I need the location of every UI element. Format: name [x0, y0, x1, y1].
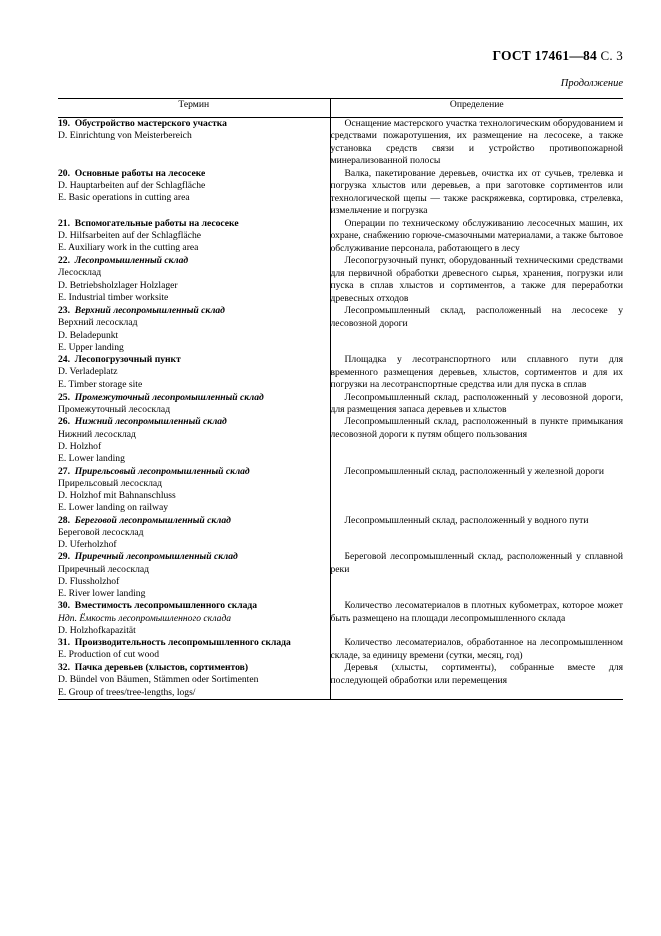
term-lang: D. Betriebsholzlager Holzlager [58, 279, 178, 291]
definition-text: Валка, пакетирование деревьев, очистка их от сучьев, трелевка и погрузка хлыстов или деревьев, а при заготовке сортиментов или технологической щепы — также раскряжевка, сортировка, стрелевка, измельчение и погрузка [330, 167, 623, 217]
terms-table [58, 98, 623, 699]
table-row [58, 416, 623, 465]
table-row [58, 168, 623, 218]
table-row [58, 515, 623, 552]
term-title: Вместимость лесопромышленного склада [74, 600, 258, 612]
table-row [58, 392, 623, 417]
definition-text: Береговой лесопромышленный склад, расположенный у сплавной реки [330, 551, 623, 575]
entry-number: 21. [58, 217, 70, 229]
page-header [493, 48, 623, 64]
table-body [58, 118, 623, 699]
term-lang: E. Upper landing [58, 341, 124, 353]
entry-number: 27. [58, 465, 70, 477]
table-row [58, 600, 623, 637]
term-synonym: Приречный лесосклад [58, 563, 150, 575]
definition-text: Деревья (хлысты, сортименты), собранные вместе для последующей обработки или перемещения [330, 662, 623, 686]
term-title: Промежуточный лесопромышленный склад [74, 391, 264, 403]
term-lang: D. Uferholzhof [58, 539, 117, 551]
definition-cell [330, 551, 623, 600]
table-row [58, 551, 623, 600]
term-cell [58, 118, 330, 168]
table-row [58, 255, 623, 305]
table-row [58, 118, 623, 168]
definition-cell [330, 392, 623, 417]
term-lang: E. Basic operations in cutting area [58, 192, 190, 204]
definition-cell [330, 600, 623, 637]
term-lang: E. River lower landing [58, 588, 146, 600]
definition-cell [330, 354, 623, 391]
definition-text: Количество лесоматериалов в плотных кубометрах, которое может быть размещено на площади лесопромышленного склада [330, 600, 623, 624]
table-bottom-rule [58, 699, 623, 700]
term-title: Производительность лесопромышленного склада [74, 637, 291, 649]
term-lang: E. Auxiliary work in the cutting area [58, 242, 199, 254]
definition-cell [330, 218, 623, 255]
term-title: Приречный лесопромышленный склад [74, 551, 238, 563]
definition-text: Лесопогрузочный пункт, оборудованный техническими средствами для первичной обработки древесного сырья, хранения, погрузки или пуска в сплав хлыстов и сортиментов, а также для переработки древесных отходов [330, 255, 623, 304]
definition-cell [330, 466, 623, 515]
term-cell [58, 466, 330, 515]
term-cell [58, 305, 330, 354]
entry-number: 28. [58, 514, 70, 526]
table-header-row [58, 99, 623, 118]
table-row [58, 637, 623, 662]
term-lang: D. Holzhof mit Bahnanschluss [58, 490, 176, 502]
term-lang: D. Holzhof [58, 440, 102, 452]
term-cell [58, 600, 330, 637]
term-lang: E. Group of trees/tree-lengths, logs/ [58, 686, 196, 698]
term-lang: E. Lower landing [58, 453, 125, 465]
term-title: Пачка деревьев (хлыстов, сортиментов) [74, 662, 249, 674]
term-title: Обустройство мастерского участка [74, 118, 227, 129]
definition-text: Оснащение мастерского участка технологическим оборудованием и средствами пожаротушения, их размещение на лесосеке, а также установка средств связи и устройство противопожарной минерализованной полосы [330, 118, 623, 167]
term-lang: D. Holzhofkapazität [58, 624, 136, 636]
term-title: Лесопогрузочный пункт [74, 354, 181, 366]
entry-number: 30. [58, 600, 70, 612]
term-lang: D. Beladepunkt [58, 329, 119, 341]
term-lang: D. Bündel von Bäumen, Stämmen oder Sortimenten [58, 674, 259, 686]
column-header-term: Термин [58, 99, 330, 118]
entry-number: 24. [58, 354, 70, 366]
term-cell [58, 551, 330, 600]
definition-cell [330, 168, 623, 218]
table-row [58, 305, 623, 354]
term-lang: E. Production of cut wood [58, 649, 159, 661]
entry-number: 19. [58, 118, 70, 129]
term-cell [58, 637, 330, 662]
term-cell [58, 255, 330, 305]
entry-number: 31. [58, 637, 70, 649]
definition-text: Лесопромышленный склад, расположенный у железной дороги [344, 465, 605, 477]
entry-number: 23. [58, 305, 70, 317]
term-cell [58, 662, 330, 699]
entry-number: 22. [58, 255, 70, 267]
term-title: Верхний лесопромышленный склад [74, 305, 225, 317]
standard-number: ГОСТ 17461—84 [492, 48, 597, 63]
term-title: Вспомогательные работы на лесосеке [74, 217, 239, 229]
term-lang: D. Flussholzhof [58, 575, 120, 587]
definition-cell [330, 416, 623, 465]
term-cell [58, 218, 330, 255]
term-cell [58, 416, 330, 465]
term-deprecated: Ндп. Ёмкость лесопромышленного склада [58, 612, 232, 624]
term-cell [58, 515, 330, 552]
table-row [58, 662, 623, 699]
definition-cell [330, 515, 623, 552]
definition-cell [330, 305, 623, 354]
definition-text: Лесопромышленный склад, расположенный у лесовозной дороги, для размещения запаса деревьев и хлыстов [330, 391, 623, 415]
term-lang: D. Hauptarbeiten auf der Schlagfläche [58, 180, 206, 192]
table-row [58, 218, 623, 255]
term-cell [58, 354, 330, 391]
entry-number: 29. [58, 551, 70, 563]
entry-number: 20. [58, 167, 70, 179]
term-lang: D. Hilfsarbeiten auf der Schlagfläche [58, 230, 202, 242]
definition-cell [330, 637, 623, 662]
term-synonym: Прирельсовый лесосклад [58, 477, 163, 489]
definition-text: Операции по техническому обслуживанию лесосечных машин, их охране, снабжению горюче-смазочными материалами, а также бытовое обслуживание персонала, работающего в лесу [330, 217, 623, 254]
term-lang: D. Einrichtung von Meisterbereich [58, 130, 192, 142]
term-synonym: Верхний лесосклад [58, 317, 138, 329]
table-column-divider [330, 98, 331, 699]
term-cell [58, 392, 330, 417]
table-row [58, 354, 623, 391]
column-header-definition: Определение [330, 99, 623, 118]
entry-number: 25. [58, 391, 70, 403]
term-synonym: Промежуточный лесосклад [58, 403, 171, 415]
term-synonym: Нижний лесосклад [58, 428, 136, 440]
term-lang: E. Timber storage site [58, 378, 143, 390]
definition-text: Лесопромышленный склад, расположенный в пункте примыкания лесовозной дороги к путям общего пользования [330, 416, 623, 440]
entry-number: 26. [58, 416, 70, 428]
definition-cell [330, 118, 623, 168]
definition-cell [330, 662, 623, 699]
term-synonym: Лесосклад [58, 267, 102, 279]
definition-text: Лесопромышленный склад, расположенный на лесосеке у лесовозной дороги [330, 305, 623, 329]
term-title: Нижний лесопромышленный склад [74, 416, 227, 428]
term-title: Прирельсовый лесопромышленный склад [74, 465, 250, 477]
continued-label: Продолжение [560, 78, 623, 89]
definition-text: Площадка у лесотранспортного или сплавного пути для временного размещения деревьев, хлыстов, сортиментов и для их погрузки на лесотранспортные средства или для пуска в сплав [330, 354, 623, 391]
term-lang: D. Verladeplatz [58, 366, 118, 378]
term-cell [58, 168, 330, 218]
term-title: Лесопромышленный склад [74, 255, 189, 267]
page-number: С. 3 [600, 48, 623, 63]
entry-number: 32. [58, 662, 70, 674]
term-lang: E. Lower landing on railway [58, 502, 169, 514]
term-title: Береговой лесопромышленный склад [74, 514, 231, 526]
term-synonym: Береговой лесосклад [58, 526, 144, 538]
definition-text: Лесопромышленный склад, расположенный у водного пути [344, 514, 589, 526]
term-lang: E. Industrial timber worksite [58, 291, 169, 303]
table-row [58, 466, 623, 515]
definition-cell [330, 255, 623, 305]
definition-text: Количество лесоматериалов, обработанное на лесопромышленном складе, за единицу времени (сутки, месяц, год) [330, 637, 623, 661]
term-title: Основные работы на лесосеке [74, 167, 206, 179]
